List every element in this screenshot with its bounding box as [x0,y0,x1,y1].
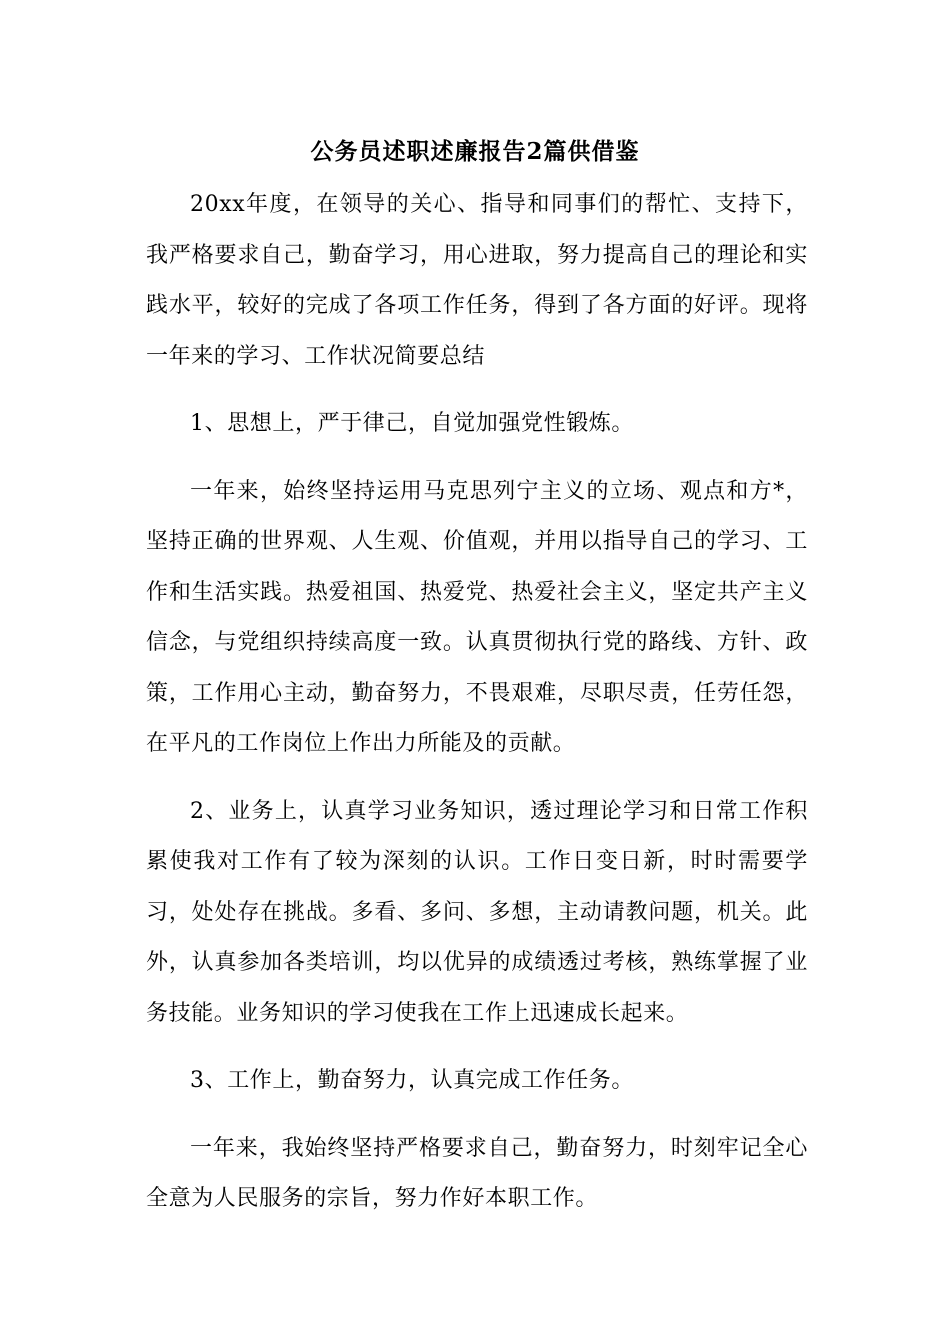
document-body [146,180,808,1225]
paragraph-gap [146,770,808,787]
paragraph-heading-3: 3、工作上，勤奋努力，认真完成工作任务。 [190,1068,634,1093]
paragraph-gap [146,1107,808,1124]
paragraph-gap [146,450,808,467]
paragraph-gap [146,1039,808,1056]
paragraph-gap [146,382,808,399]
paragraph-intro: 20xx年度，在领导的关心、指导和同事们的帮忙、支持下，我严格要求自己，勤奋学习，用心进取，努力提高自己的理论和实践水平，较好的完成了各项工作任务，得到了各方面的好评。现将一年来的学习、工作状况简要总结 [146,192,808,369]
paragraph-work: 一年来，我始终坚持严格要求自己，勤奋努力，时刻牢记全心全意为人民服务的宗旨，努力作好本职工作。 [146,1135,808,1211]
document-title: 公务员述职述廉报告2篇供借鉴 [310,138,640,165]
paragraph-heading-1: 1、思想上，严于律己，自觉加强党性锻炼。 [190,411,634,436]
paragraph-ideology: 一年来，始终坚持运用马克思列宁主义的立场、观点和方*，坚持正确的世界观、人生观、价值观，并用以指导自己的学习、工作和生活实践。热爱祖国、热爱党、热爱社会主义，坚定共产主义信念，与党组织持续高度一致。认真贯彻执行党的路线、方针、政策，工作用心主动，勤奋努力，不畏艰难，尽职尽责，任劳任怨，在平凡的工作岗位上作出力所能及的贡献。 [146,478,808,756]
paragraph-business: 2、业务上，认真学习业务知识，透过理论学习和日常工作积累使我对工作有了较为深刻的认识。工作日变日新，时时需要学习，处处存在挑战。多看、多问、多想，主动请教问题，机关。此外，认真参加各类培训，均以优异的成绩透过考核，熟练掌握了业务技能。业务知识的学习使我在工作上迅速成长起来。 [146,798,808,1026]
